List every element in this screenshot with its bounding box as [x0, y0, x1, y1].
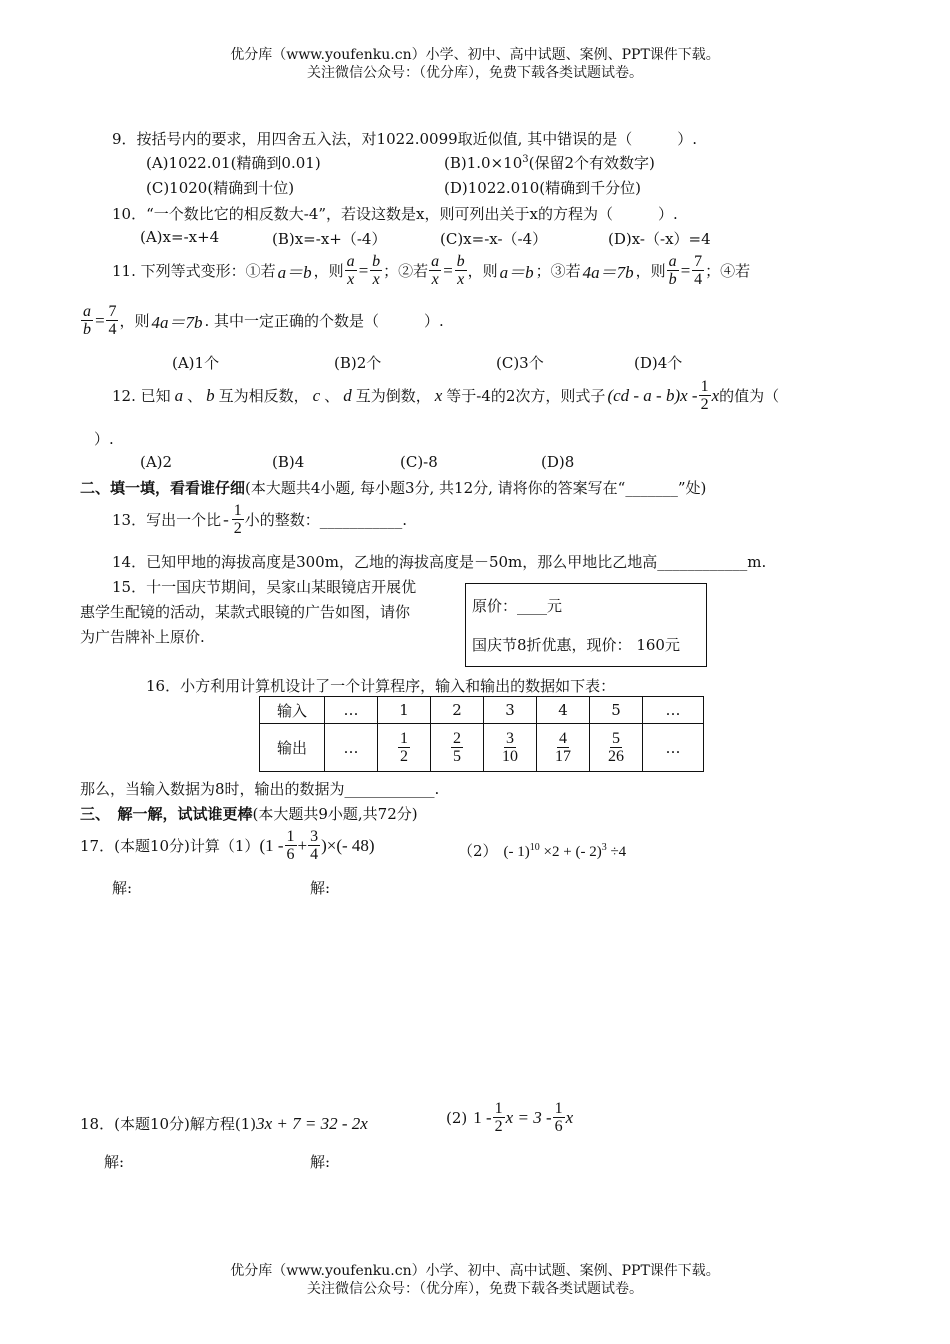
- q12-sym-d: d: [343, 385, 352, 405]
- q12-option-b: (B)4: [272, 453, 305, 471]
- section-3-heading: [80, 803, 418, 824]
- q15-ad-original-price: 原价：____元: [472, 597, 563, 615]
- q16-stem: 16．小方利用计算机设计了一个计算程序，输入和输出的数据如下表：: [146, 677, 616, 695]
- q9-option-b-post: (保留2个有效数字): [528, 154, 655, 172]
- q17-expr-close: )×(- 48): [321, 835, 375, 855]
- q16-input-cell: …: [643, 697, 704, 724]
- q10-option-d: (D)x-（-x）=4: [608, 230, 711, 248]
- q12-text-4: 、: [324, 387, 340, 405]
- q10-option-b: (B)x=-x+（-4）: [272, 230, 387, 248]
- q16-output-cell: $\frac{2}{5}$: [431, 724, 484, 772]
- q11-frac-7-4: $\frac{7}{4}$: [694, 253, 703, 288]
- header-line-2: 关注微信公众号：（优分库），免费下载各类试题试卷。: [307, 65, 643, 81]
- q12-sym-c: c: [312, 385, 321, 405]
- q11-line-2: $\frac{a}{b}$ = $\frac{7}{4}$ ，则 4a＝7b . 其中一定正确的个数是（ ）.: [83, 303, 444, 338]
- q16-table: [259, 696, 704, 772]
- q9-option-b-exp: 3: [522, 154, 529, 165]
- q12-text-5: 互为倒数，: [355, 387, 431, 405]
- q15-ad-discount: 国庆节8折优惠，现价： 160元: [472, 636, 680, 654]
- q16-output-cell: $\frac{1}{2}$: [378, 724, 431, 772]
- q11-text-8: ，则: [119, 312, 150, 330]
- section-3-title: 三、 解一解，试试谁更棒: [80, 805, 253, 823]
- q13-text-2: 小的整数：___________.: [244, 511, 408, 529]
- q12-option-d: (D)8: [541, 453, 575, 471]
- q13-frac: $\frac{1}{2}$: [233, 502, 242, 537]
- q17-frac-1: $\frac{1}{6}$: [286, 828, 295, 863]
- q9-option-d: (D)1022.010(精确到千分位): [444, 179, 642, 197]
- q11-frac-7-4-2: $\frac{7}{4}$: [108, 303, 117, 338]
- footer-line-2: 关注微信公众号：（优分库），免费下载各类试题试卷。: [307, 1281, 643, 1297]
- section-3-desc: (本大题共9小题,共72分): [252, 805, 418, 823]
- q16-output-cell: $\frac{4}{17}$: [537, 724, 590, 772]
- q18-eq2-pre: 1 -: [473, 1107, 492, 1127]
- q15-line-3: 为广告牌补上原价.: [80, 628, 205, 646]
- q12-text-1: 12. 已知: [112, 387, 171, 405]
- q9-option-b-pre: (B)1.0×10: [444, 154, 523, 172]
- q13-text-1: 13．写出一个比: [112, 511, 222, 529]
- q12-frac-half: $\frac{1}{2}$: [700, 378, 709, 413]
- q17-frac-2: $\frac{3}{4}$: [310, 828, 319, 863]
- q12-text-6: 等于-4的2次方，则式子: [446, 387, 606, 405]
- q12-text-7: 的值为（: [719, 387, 780, 405]
- q16-input-row: [260, 697, 704, 724]
- q16-input-cell: …: [325, 697, 378, 724]
- q9-option-c: (C)1020(精确到十位): [146, 179, 295, 197]
- header-line-1: 优分库（www.youfenku.cn）小学、初中、高中试题、案例、PPT课件下载。: [230, 47, 720, 63]
- section-2-title: 二、填一填，看看谁仔细: [80, 479, 246, 497]
- q11-option-b: (B)2个: [334, 354, 382, 372]
- q12-option-c: (C)-8: [400, 453, 438, 471]
- q11-text-7: ；④若: [705, 262, 751, 280]
- q9-option-b: [444, 152, 655, 173]
- section-2-heading: [80, 477, 706, 498]
- q11-eq-3: 4a＝7b: [582, 263, 634, 282]
- q12-sym-x2: x: [711, 385, 720, 405]
- q11-text-3: ；②若: [383, 262, 429, 280]
- q17-line: [80, 828, 375, 863]
- q12-text-8: ）.: [94, 430, 114, 448]
- q10-stem: 10．“一个数比它的相反数大-4”，若设这数是x，则可列出关于x的方程为（ ）.: [112, 205, 678, 223]
- q15-line-1: 15．十一国庆节期间，吴家山某眼镜店开展优: [112, 578, 417, 596]
- q10-option-a: (A)x=-x+4: [140, 228, 220, 246]
- q11-option-c: (C)3个: [496, 354, 544, 372]
- q11-text-6: ，则: [635, 262, 666, 280]
- q16-input-cell: 4: [537, 697, 590, 724]
- q11-eq-4: 4a＝7b: [151, 313, 203, 332]
- q15-line-2: 惠学生配镜的活动，某款式眼镜的广告如图，请你: [80, 603, 411, 621]
- q18-frac-1: $\frac{1}{2}$: [494, 1100, 503, 1135]
- q12-text-3: 互为相反数，: [218, 387, 309, 405]
- q17-plus: +: [297, 835, 308, 855]
- q9-option-a: (A)1022.01(精确到0.01): [146, 154, 321, 172]
- q15-ad-board: [465, 583, 707, 667]
- q11-text-5: ；③若: [535, 262, 581, 280]
- q11-frac-b-x-2: $\frac{b}{x}$: [456, 253, 465, 288]
- q16-conclusion: 那么，当输入数据为8时，输出的数据为____________.: [80, 780, 440, 798]
- q11-text-1: 11. 下列等式变形：①若: [112, 262, 276, 280]
- q16-input-label: 输入: [260, 697, 325, 724]
- q18-eq1: 3x + 7 = 32 - 2x: [256, 1113, 368, 1133]
- q18-eq2-mid: x = 3 -: [505, 1107, 552, 1127]
- footer-line-1: 优分库（www.youfenku.cn）小学、初中、高中试题、案例、PPT课件下载。: [230, 1263, 720, 1279]
- q14: 14．已知甲地的海拔高度是300m，乙地的海拔高度是－50m，那么甲地比乙地高____________m.: [112, 553, 767, 571]
- q17-solve-2: 解:: [310, 879, 331, 897]
- q17-solve-1: 解:: [112, 879, 133, 897]
- q17-expr2: (- 1)$^{10}$ ×2 + (- 2)$^3$ ÷4: [503, 842, 627, 860]
- q11-frac-a-b-2: $\frac{a}{b}$: [83, 303, 91, 338]
- q18-solve-2: 解:: [310, 1153, 331, 1171]
- q18-label: 18．(本题10分)解方程(1): [80, 1115, 257, 1133]
- q12-sym-b: b: [206, 385, 215, 405]
- q10-option-c: (C)x=-x-（-4）: [440, 230, 548, 248]
- q12-sym-a: a: [174, 385, 184, 405]
- q12-sym-x: x: [434, 385, 443, 405]
- q18-frac-2: $\frac{1}{6}$: [554, 1100, 563, 1135]
- section-2-desc: (本大题共4小题, 每小题3分, 共12分, 请将你的答案写在“_______”处): [245, 479, 707, 497]
- q11-option-d: (D)4个: [634, 354, 683, 372]
- q12-option-a: (A)2: [140, 453, 173, 471]
- q16-input-cell: 3: [484, 697, 537, 724]
- q16-output-cell: $\frac{5}{26}$: [590, 724, 643, 772]
- q16-input-cell: 1: [378, 697, 431, 724]
- q16-output-cell: …: [643, 724, 704, 772]
- q16-output-cell: …: [325, 724, 378, 772]
- q11-frac-a-x-2: $\frac{a}{x}$: [431, 253, 440, 288]
- q11-eq-2: a＝b: [499, 263, 534, 282]
- q9-stem: 9．按括号内的要求，用四舍五入法，对1022.0099取近似值, 其中错误的是（ ）.: [112, 130, 697, 148]
- q11-text-2: ，则: [313, 262, 344, 280]
- q11-line-1: 11. 下列等式变形：①若 a＝b ，则 $\frac{a}{x}$ = $\frac{b}{x}$ ；②若 $\frac{a}{x}$ = $\frac{b}{x}$ ，则 a＝b ；③若 4a＝7b ，则 $\frac{a}{b}$ = $\frac{7}{4}$ ；④若: [112, 253, 751, 288]
- q11-frac-a-x: $\frac{a}{x}$: [346, 253, 355, 288]
- q18-solve-1: 解:: [104, 1153, 125, 1171]
- q16-output-cell: $\frac{3}{10}$: [484, 724, 537, 772]
- q17-part-2: [458, 840, 626, 861]
- q16-input-cell: 2: [431, 697, 484, 724]
- q11-frac-a-b: $\frac{a}{b}$: [668, 253, 677, 288]
- q16-input-cell: 5: [590, 697, 643, 724]
- q11-text-9: . 其中一定正确的个数是（ ）.: [204, 312, 444, 330]
- q17-label-2: （2）: [458, 842, 498, 860]
- q11-text-4: ，则: [467, 262, 498, 280]
- q18-line: [80, 1113, 368, 1134]
- q13: [112, 502, 407, 537]
- q16-output-row: [260, 724, 704, 772]
- q18-label-2: (2): [446, 1108, 468, 1127]
- q11-option-a: (A)1个: [172, 354, 220, 372]
- q18-eq2-end: x: [565, 1107, 574, 1127]
- q12-expression: (cd - a - b)x -: [607, 385, 698, 405]
- q12-text-2: 、: [187, 387, 203, 405]
- q18-part-2: [446, 1100, 573, 1135]
- q16-output-label: 输出: [260, 724, 325, 772]
- q17-label: 17．(本题10分)计算（1）: [80, 837, 260, 855]
- q13-minus: -: [223, 509, 229, 529]
- q17-expr-open: (1 -: [259, 835, 284, 855]
- q11-frac-b-x: $\frac{b}{x}$: [372, 253, 381, 288]
- q11-eq-1: a＝b: [277, 263, 312, 282]
- q12-line-1: [112, 378, 779, 413]
